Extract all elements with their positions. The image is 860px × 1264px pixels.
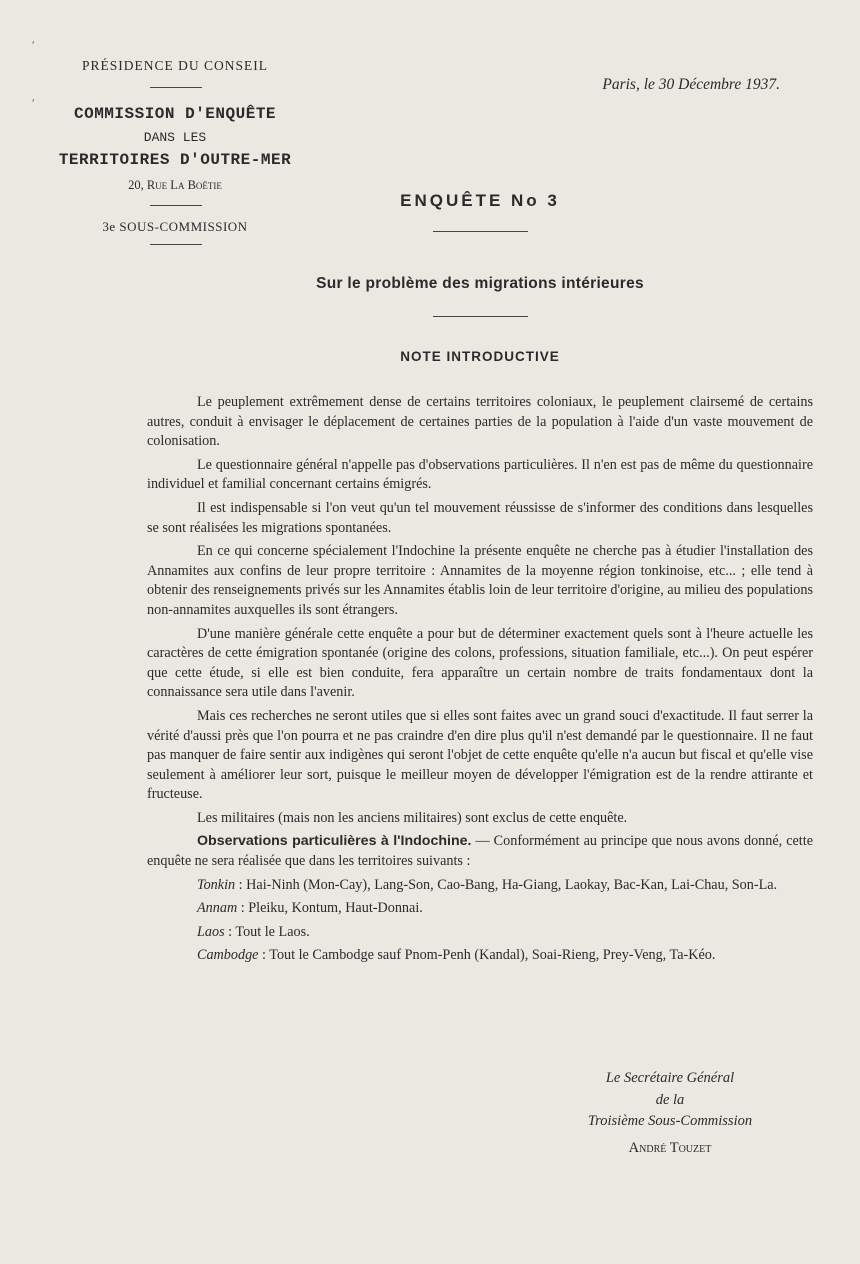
enquete-divider	[433, 231, 528, 232]
observations-text: — Conformément au principe que nous avons donné, cette enquête ne sera réalisée que dans les territoires suivants :	[147, 833, 813, 870]
signature-title: de la	[655, 1092, 685, 1108]
note-heading: NOTE INTRODUCTIVE	[400, 349, 560, 364]
territory-cambodge	[147, 946, 813, 966]
observations-paragraph	[147, 832, 813, 871]
paragraph: D'une manière générale cette enquête a pour but de déterminer exactement quels sont à l'heure actuelle les caractères de cette émigration spontanée (origine des colons, professions, situation familiale, etc...). On peut espérer que cette étude, si elle est bien conduite, fera apparaître un certain nombre de traits fondamentaux dont la connaissance sera utile dans l'avenir.	[147, 625, 813, 701]
paragraph: Mais ces recherches ne seront utiles que si elles sont faites avec un grand souci d'exactitude. Il faut serrer la vérité d'aussi près que l'on pourra et ne pas craindre d'en dire plus qu'il n'est demandé par le questionnaire. Il ne faut pas manquer de faire sentir aux indigènes qui seront l'objet de cette enquête qu'elle n'a aucun but fiscal et qu'elle vise seulement à améliorer leur sort, puisque le meilleur moyen de développer l'émigration est de la rendre attirante et fructeuse.	[147, 707, 813, 803]
paragraph: Il est indispensable si l'on veut qu'un tel mouvement réussisse de s'informer des conditions dans lesquelles se sont réalisées les migrations spontanées.	[147, 499, 813, 536]
margin-mark: ʹ	[32, 38, 35, 52]
header-organization: PRÉSIDENCE DU CONSEIL	[81, 58, 268, 73]
document-title: Sur le problème des migrations intérieures	[316, 275, 644, 292]
territory-text: : Tout le Cambodge sauf Pnom-Penh (Kandal), Soai-Rieng, Prey-Veng, Ta-Kéo.	[258, 947, 716, 964]
signature-title: Troisième Sous-Commission	[587, 1113, 753, 1129]
paragraph: Le peuplement extrêmement dense de certains territoires coloniaux, le peuplement clairsemé de certains autres, conduit à envisager le déplacement de certaines parties de la population à l'aide d'un vaste mouvement de colonisation.	[147, 394, 813, 450]
territory-label: Cambodge	[197, 947, 259, 964]
paragraph: En ce qui concerne spécialement l'Indochine la présente enquête ne cherche pas à étudier l'installation des Annamites aux confins de leur propre territoire : Annamites de la moyenne région tonkinoise, etc... ; elle tend à obtenir des renseignements privés sur les Annamites établis loin de leur territoire d'origine, au milieu des populations non-annamites auxquelles ils sont étrangers.	[147, 543, 813, 618]
commission-address: 20, Rue La Boëtie	[128, 178, 222, 192]
title-divider	[433, 316, 528, 317]
signature-name: André Touzet	[628, 1140, 712, 1156]
header-divider	[150, 205, 202, 206]
territory-label: Annam	[197, 900, 238, 917]
enquete-number: ENQUÊTE No 3	[400, 191, 560, 210]
sub-commission-label: 3e SOUS-COMMISSION	[102, 219, 248, 234]
territory-annam	[147, 899, 813, 919]
commission-title-line1: COMMISSION D'ENQUÊTE	[73, 105, 277, 123]
header-divider	[150, 87, 202, 88]
territory-laos	[147, 923, 813, 943]
commission-title-line2: DANS LES	[143, 130, 207, 145]
territory-text: : Tout le Laos.	[224, 923, 310, 940]
document-date: Paris, le 30 Décembre 1937.	[602, 76, 780, 93]
commission-title-line3: TERRITOIRES D'OUTRE-MER	[58, 151, 292, 169]
territory-label: Laos	[197, 923, 225, 940]
observations-label: Observations particulières à l'Indochine.	[197, 833, 472, 850]
note-body	[147, 393, 813, 970]
margin-mark: ʹ	[32, 96, 35, 110]
paragraph: Les militaires (mais non les anciens militaires) sont exclus de cette enquête.	[197, 809, 628, 826]
header-divider	[150, 244, 202, 245]
territory-text: : Hai-Ninh (Mon-Cay), Lang-Son, Cao-Bang, Ha-Giang, Laokay, Bac-Kan, Lai-Chau, Son-La.	[235, 876, 778, 893]
territory-tonkin	[147, 876, 813, 896]
territory-text: : Pleiku, Kontum, Haut-Donnai.	[237, 900, 423, 917]
territory-label: Tonkin	[197, 876, 236, 893]
signature-title: Le Secrétaire Général	[605, 1070, 735, 1086]
paragraph: Le questionnaire général n'appelle pas d'observations particulières. Il n'en est pas de même du questionnaire individuel et familial concernant certains émigrés.	[147, 456, 813, 493]
